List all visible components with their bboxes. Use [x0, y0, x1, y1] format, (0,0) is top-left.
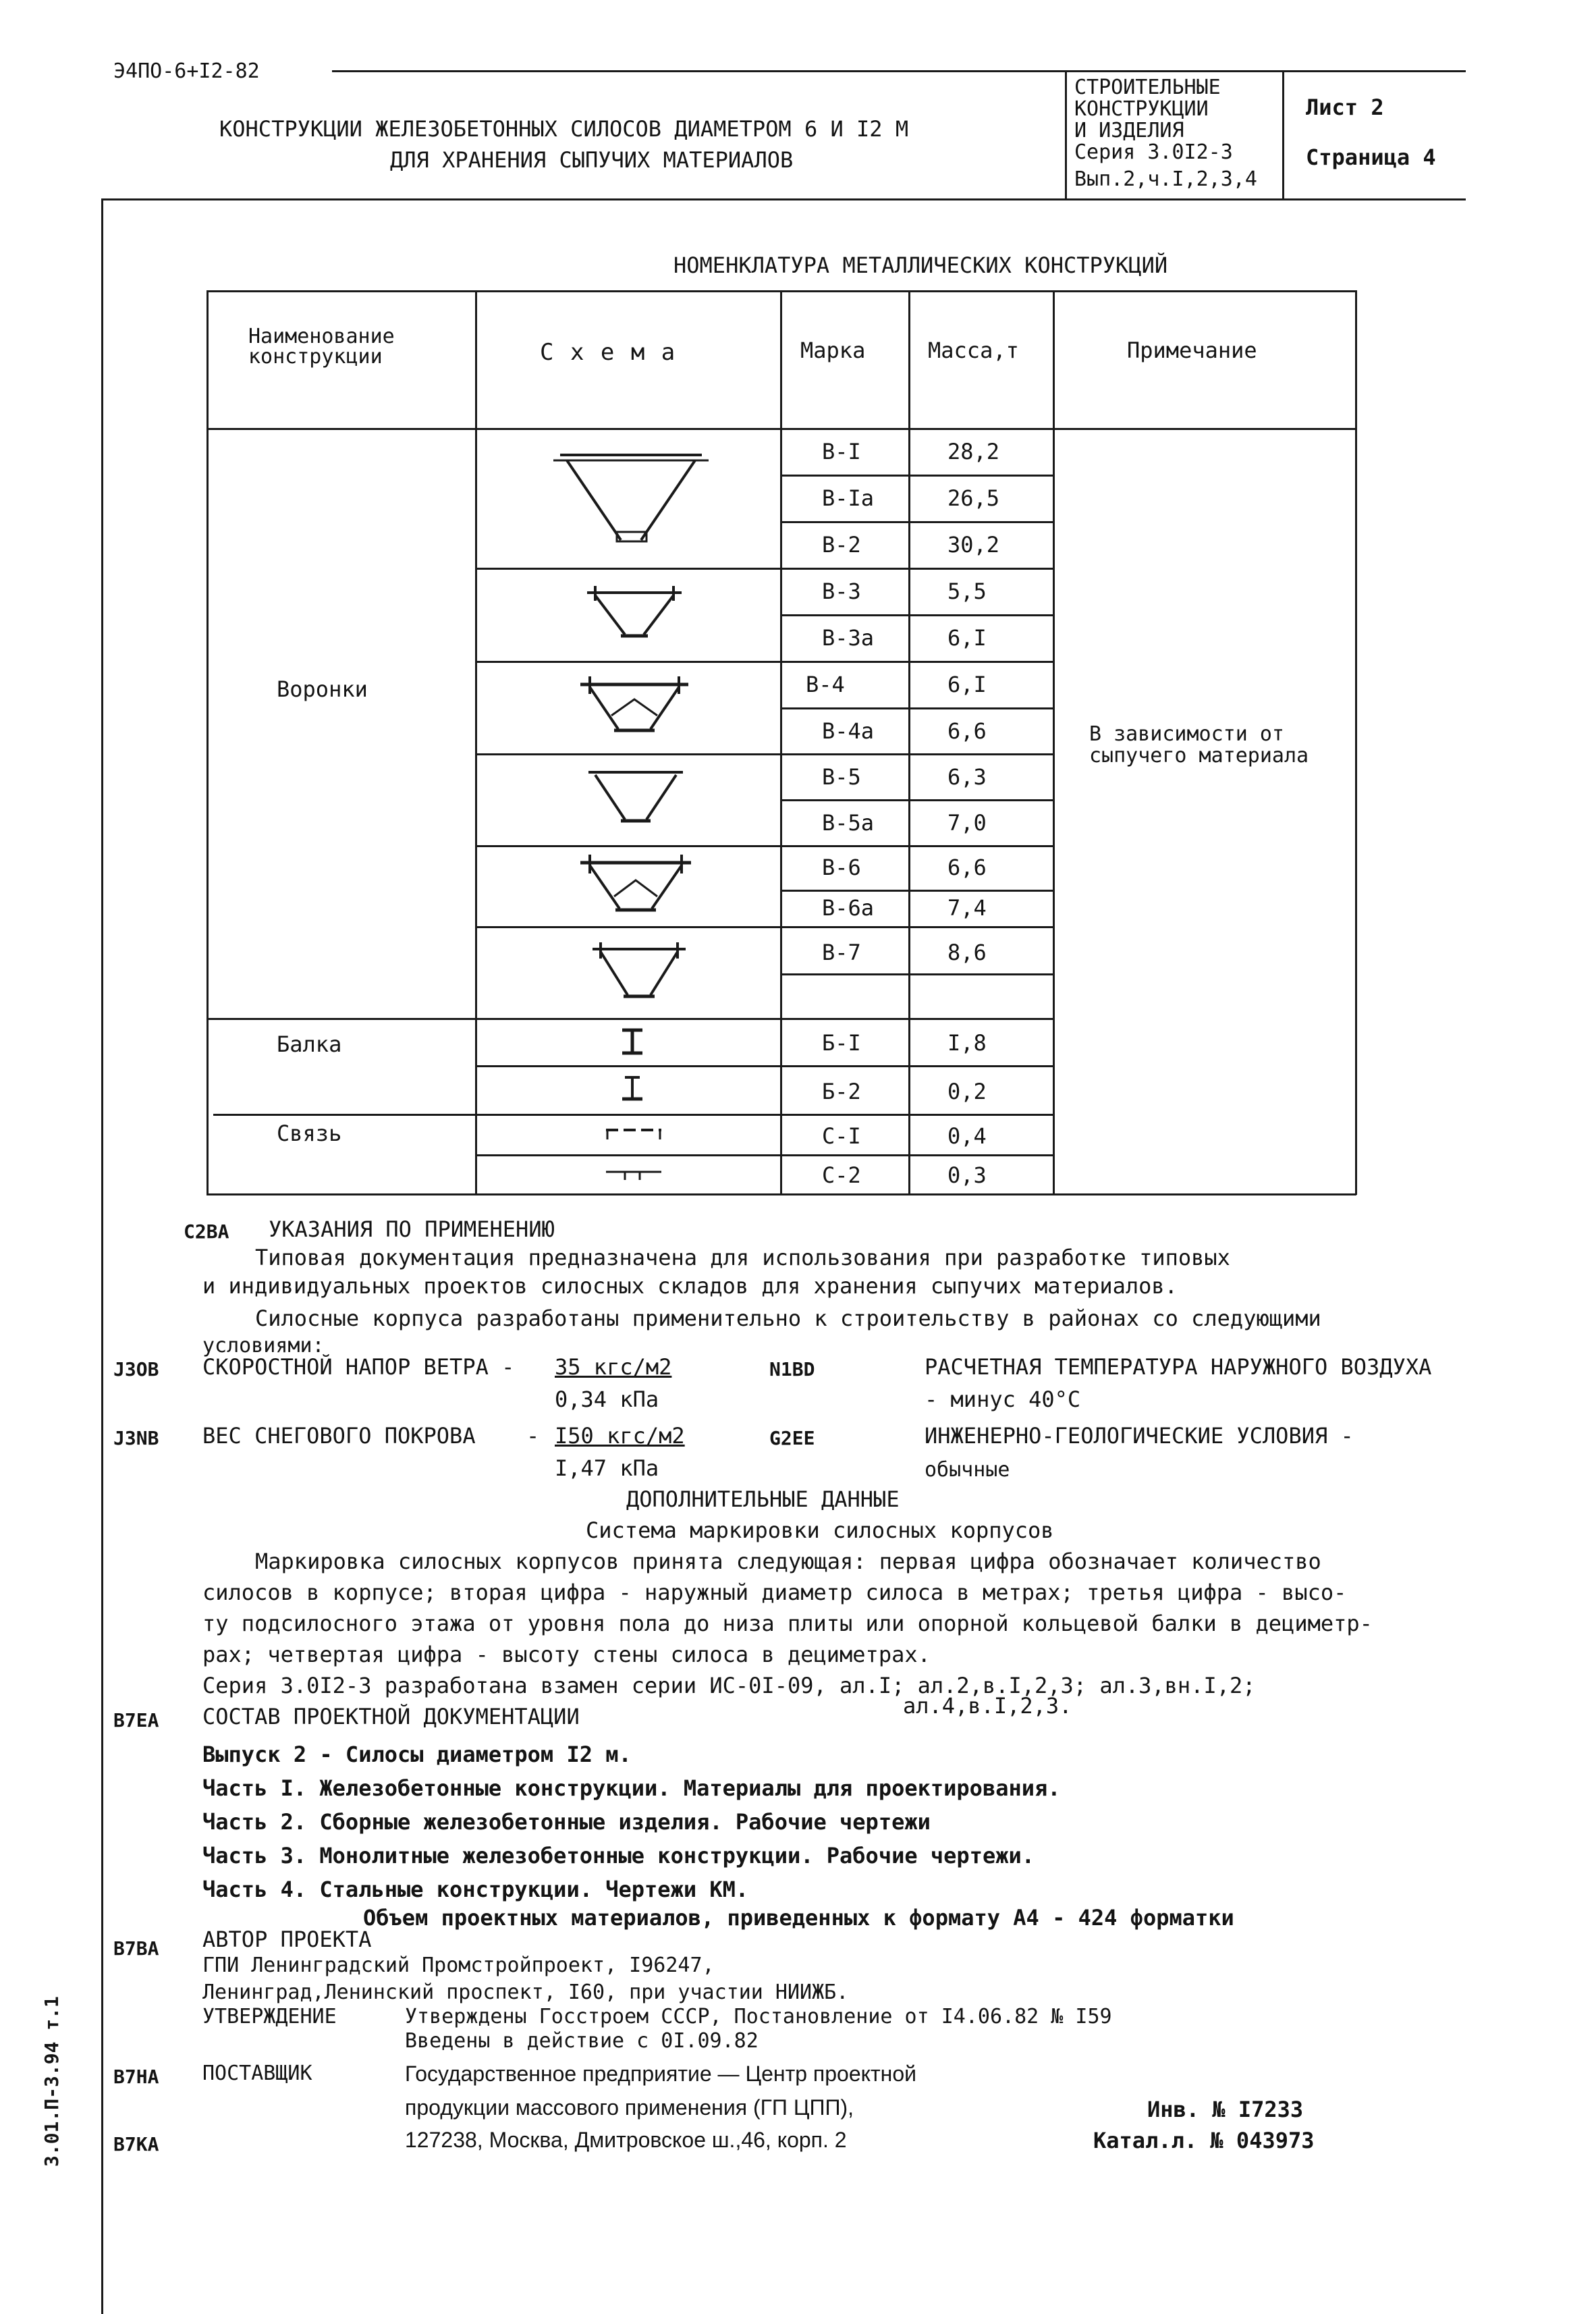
mark-cell: В-4: [806, 672, 845, 697]
code-n1bd: N1ВD: [769, 1358, 815, 1380]
code-b7ha: В7НА: [113, 2066, 159, 2088]
header-note: Примечание: [1127, 338, 1257, 363]
mass-cell: I,8: [947, 1030, 987, 1056]
funnel-schema-b1: [540, 446, 722, 554]
row-line: [475, 1154, 781, 1156]
page-number: Страница 4: [1306, 144, 1436, 170]
tie-schema-c1: [601, 1123, 668, 1143]
mass-cell: 6,6: [947, 855, 987, 880]
mark-cell: В-6а: [822, 895, 875, 921]
mark-cell: В-3а: [822, 625, 875, 651]
series-replacement: Серия 3.0I2-3 разработана взамен серии ИС-0I-09, ал.I; ал.2,в.I,2,3; ал.3,вн.I,2;: [202, 1673, 1256, 1698]
mass-cell: 6,3: [947, 764, 987, 790]
row-line: [780, 973, 1054, 975]
mark-cell: В-7: [822, 940, 861, 965]
extra-heading: ДОПОЛНИТЕЛЬНЫЕ ДАННЫЕ: [626, 1486, 900, 1512]
wind-value-kpa: 0,34 кПа: [555, 1387, 659, 1412]
usage-paragraph: и индивидуальных проектов силосных складов для хранения сыпучих материалов.: [202, 1273, 1178, 1299]
author-heading: АВТОР ПРОЕКТА: [202, 1927, 372, 1952]
header-bottom-rule: [101, 198, 1466, 200]
header-divider: [1065, 70, 1067, 198]
snow-value-kgs: I50 кгс/м2: [555, 1423, 685, 1449]
snow-value-kpa: I,47 кПа: [555, 1455, 659, 1481]
mark-cell: Б-2: [822, 1079, 861, 1104]
part-line: Часть 2. Сборные железобетонные изделия. Рабочие чертежи: [202, 1809, 931, 1835]
funnel-schema-b6: [575, 852, 696, 922]
marking-paragraph: Маркировка силосных корпусов принята следующая: первая цифра обозначает количество: [255, 1549, 1321, 1574]
row-line: [207, 1018, 1054, 1020]
table-border: [908, 290, 910, 1195]
funnel-schema-b5: [583, 763, 688, 833]
header-divider: [1282, 70, 1284, 198]
category-line: КОНСТРУКЦИИ: [1074, 97, 1209, 121]
marking-heading: Система маркировки силосных корпусов: [586, 1517, 1054, 1543]
sheet-number: Лист 2: [1306, 95, 1384, 120]
tie-schema-c2: [601, 1165, 668, 1185]
table-title: НОМЕНКЛАТУРА МЕТАЛЛИЧЕСКИХ КОНСТРУКЦИЙ: [673, 252, 1168, 278]
volume-line: Объем проектных материалов, приведенных к формату А4 - 424 форматки: [363, 1905, 1234, 1931]
table-border: [780, 290, 782, 1195]
mass-cell: 8,6: [947, 940, 987, 965]
mass-cell: 6,6: [947, 718, 987, 744]
mark-cell: В-3: [822, 578, 861, 604]
table-border: [475, 290, 477, 1195]
row-line: [780, 661, 1054, 663]
row-line: [780, 707, 1054, 709]
mass-cell: 0,2: [947, 1079, 987, 1104]
header-schema: С х е м а: [540, 339, 677, 366]
group-beam: Балка: [277, 1031, 342, 1057]
category-line: СТРОИТЕЛЬНЫЕ: [1074, 76, 1221, 99]
row-line: [780, 1154, 1054, 1156]
header-mass: Масса,т: [928, 338, 1019, 363]
author-line: ГПИ Ленинградский Промстройпроект, I96247,: [202, 1954, 715, 1977]
funnel-schema-b4: [575, 672, 694, 743]
approval-line: Утверждены Госстроем СССР, Постановление от I4.06.82 № I59: [405, 2005, 1112, 2028]
header-name: Наименование конструкции: [248, 325, 395, 369]
mark-cell: В-I: [822, 439, 861, 464]
row-line: [475, 753, 781, 755]
marking-paragraph: ту подсилосного этажа от уровня пола до низа плиты или опорной кольцевой балки в дециметр-: [202, 1611, 1373, 1636]
mark-cell: В-2: [822, 532, 861, 558]
usage-paragraph: Типовая документация предназначена для использования при разработке типовых: [255, 1245, 1230, 1270]
wind-value-kgs: 35 кгс/м2: [555, 1354, 672, 1380]
code-j3nb: J3NВ: [113, 1427, 159, 1449]
document-title-line1: КОНСТРУКЦИИ ЖЕЛЕЗОБЕТОННЫХ СИЛОСОВ ДИАМЕТРОМ 6 И I2 М: [219, 116, 909, 142]
funnel-schema-b3: [580, 581, 688, 648]
composition-heading: СОСТАВ ПРОЕКТНОЙ ДОКУМЕНТАЦИИ: [202, 1704, 580, 1729]
row-line: [780, 614, 1054, 616]
row-line: [475, 568, 781, 570]
code-b7ka: В7КА: [113, 2133, 159, 2155]
header-mark: Марка: [800, 338, 866, 363]
marking-paragraph: рах; четвертая цифра - высоту стены силоса в дециметрах.: [202, 1642, 931, 1667]
mark-cell: В-5: [822, 764, 861, 790]
mass-cell: 7,4: [947, 895, 987, 921]
catalog-number: Катал.л. № 043973: [1093, 2128, 1315, 2153]
mass-cell: 30,2: [947, 532, 1000, 558]
category-line: Вып.2,ч.I,2,3,4: [1074, 167, 1257, 191]
supplier-line: продукции массового применения (ГП ЦПП),: [405, 2095, 854, 2120]
code-c2ba: С2ВА: [184, 1220, 229, 1243]
group-tie: Связь: [277, 1121, 342, 1146]
table-border: [1355, 290, 1357, 1195]
part-line: Часть 3. Монолитные железобетонные конструкции. Рабочие чертежи.: [202, 1843, 1035, 1868]
mass-cell: 28,2: [947, 439, 1000, 464]
mark-cell: Б-I: [822, 1030, 861, 1056]
row-line: [213, 1114, 781, 1116]
approval-label: УТВЕРЖДЕНИЕ: [202, 2005, 337, 2028]
funnel-schema-b7: [588, 938, 690, 1008]
row-line: [780, 568, 1054, 570]
table-border: [1053, 290, 1055, 1195]
wind-label: СКОРОСТНОЙ НАПОР ВЕТРА -: [202, 1354, 515, 1380]
code-b7ea: В7ЕА: [113, 1709, 159, 1731]
usage-heading: УКАЗАНИЯ ПО ПРИМЕНЕНИЮ: [269, 1216, 555, 1242]
row-line: [475, 661, 781, 663]
temperature-label: РАСЧЕТНАЯ ТЕМПЕРАТУРА НАРУЖНОГО ВОЗДУХА: [925, 1354, 1432, 1380]
inventory-number: Инв. № I7233: [1147, 2097, 1304, 2122]
row-line: [475, 1065, 781, 1067]
approval-line: Введены в действие с 0I.09.82: [405, 2029, 759, 2053]
row-line: [780, 799, 1054, 801]
code-g2ee: G2ЕЕ: [769, 1427, 815, 1449]
code-j30b: J3ОВ: [113, 1358, 159, 1380]
document-code: Э4ПО-6+I2-82: [113, 59, 260, 83]
author-line: Ленинград,Ленинский проспект, I60, при участии НИИЖБ.: [202, 1981, 849, 2004]
mass-cell: 26,5: [947, 485, 1000, 511]
row-line: [780, 753, 1054, 755]
issue-line: Выпуск 2 - Силосы диаметром I2 м.: [202, 1742, 632, 1767]
part-line: Часть 4. Стальные конструкции. Чертежи КМ.: [202, 1877, 749, 1902]
part-line: Часть I. Железобетонные конструкции. Материалы для проектирования.: [202, 1775, 1061, 1801]
marking-paragraph: силосов в корпусе; вторая цифра - наружный диаметр силоса в метрах; третья цифра - высо-: [202, 1580, 1347, 1605]
left-margin-rule: [101, 198, 103, 2314]
snow-label: ВЕС СНЕГОВОГО ПОКРОВА: [202, 1423, 476, 1449]
row-line: [780, 475, 1054, 477]
row-line: [780, 890, 1054, 892]
mark-cell: В-5а: [822, 810, 875, 836]
mark-cell: С-I: [822, 1123, 861, 1149]
code-b7ba: В7ВА: [113, 1937, 159, 1960]
row-line: [475, 926, 781, 928]
row-line: [475, 845, 781, 847]
mark-cell: С-2: [822, 1162, 861, 1188]
temperature-value: - минус 40°С: [925, 1387, 1081, 1412]
mark-cell: В-6: [822, 855, 861, 880]
mass-cell: 0,4: [947, 1123, 987, 1149]
mass-cell: 0,3: [947, 1162, 987, 1188]
supplier-label: ПОСТАВЩИК: [202, 2062, 312, 2085]
beam-schema-b1: [615, 1025, 649, 1058]
category-line: Серия 3.0I2-3: [1074, 140, 1233, 164]
geology-label: ИНЖЕНЕРНО-ГЕОЛОГИЧЕСКИЕ УСЛОВИЯ -: [925, 1423, 1354, 1449]
group-funnels: Воронки: [277, 676, 368, 702]
row-line: [780, 926, 1054, 928]
supplier-line: Государственное предприятие — Центр проектной: [405, 2062, 916, 2086]
note-funnels: В зависимости от сыпучего материала: [1089, 722, 1309, 768]
category-line: И ИЗДЕЛИЯ: [1074, 119, 1184, 142]
header-top-rule: [332, 70, 1466, 72]
mass-cell: 6,I: [947, 672, 987, 697]
row-line: [780, 521, 1054, 523]
mass-cell: 5,5: [947, 578, 987, 604]
series-replacement-cont: ал.4,в.I,2,3.: [903, 1693, 1072, 1719]
usage-paragraph: Силосные корпуса разработаны применительно к строительству в районах со следующими: [255, 1306, 1321, 1331]
mark-cell: В-Iа: [822, 485, 875, 511]
mass-cell: 6,I: [947, 625, 987, 651]
snow-dash: -: [526, 1423, 540, 1449]
table-border: [207, 290, 209, 1195]
row-line: [780, 1114, 1054, 1116]
beam-schema-b2: [615, 1072, 649, 1106]
document-title-line2: ДЛЯ ХРАНЕНИЯ СЫПУЧИХ МАТЕРИАЛОВ: [390, 147, 794, 173]
supplier-address: 127238, Москва, Дмитровское ш.,46, корп. 2: [405, 2128, 847, 2152]
mass-cell: 7,0: [947, 810, 987, 836]
row-line: [780, 845, 1054, 847]
usage-paragraph: условиями:: [202, 1334, 325, 1357]
geology-value: обычные: [925, 1458, 1010, 1482]
side-stamp: 3.01.П-3.94 т.1: [40, 1996, 63, 2167]
mark-cell: В-4а: [822, 718, 875, 744]
row-line: [780, 1065, 1054, 1067]
